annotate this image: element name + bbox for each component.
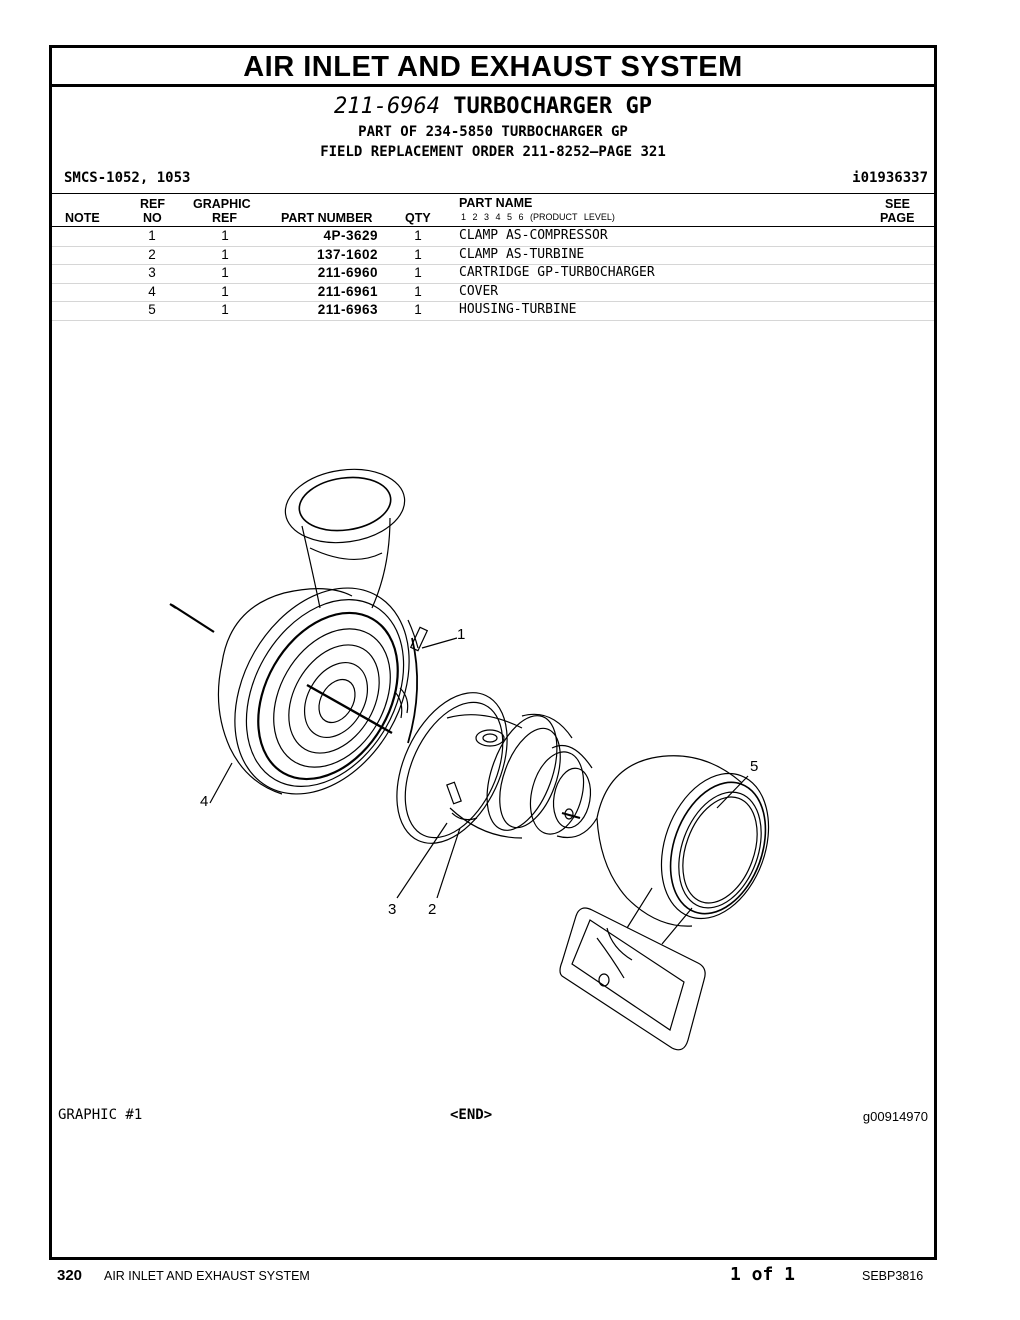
callout-4: 4 xyxy=(200,793,209,810)
col-qty-header: QTY xyxy=(405,211,431,225)
callout-2: 2 xyxy=(428,901,437,918)
col-ref-header-bottom: NO xyxy=(143,211,162,225)
turbocharger-exploded-drawing xyxy=(52,318,934,1098)
ref-no: 1 xyxy=(148,228,156,243)
callout-1: 1 xyxy=(457,626,466,643)
part-name: CLAMP AS-COMPRESSOR xyxy=(459,228,608,243)
col-graphic-header-bottom: REF xyxy=(212,211,237,225)
leader-line-1 xyxy=(422,638,457,648)
table-row xyxy=(52,283,934,303)
col-see-header-top: SEE xyxy=(885,197,911,211)
document-id: SEBP3816 xyxy=(862,1269,924,1283)
leader-line xyxy=(307,685,392,733)
quantity: 1 xyxy=(414,283,422,299)
ref-no: 3 xyxy=(148,265,156,280)
table-row xyxy=(52,264,934,284)
graphic-ref: 1 xyxy=(221,283,229,299)
page-frame xyxy=(49,45,937,1260)
quantity: 1 xyxy=(414,265,422,280)
part-number: 211-6960 xyxy=(317,265,378,280)
section-title: AIR INLET AND EXHAUST SYSTEM xyxy=(243,51,743,83)
graphic-ref: 1 xyxy=(221,265,229,280)
footer-section: AIR INLET AND EXHAUST SYSTEM xyxy=(104,1269,310,1283)
quantity: 1 xyxy=(414,228,422,243)
callout-3: 3 xyxy=(388,901,397,918)
leader-line-5 xyxy=(717,776,748,808)
part-number: 137-1602 xyxy=(316,246,378,262)
group-number: 211-6964 xyxy=(334,94,441,119)
col-note-header: NOTE xyxy=(65,211,100,225)
info-id: i01936337 xyxy=(852,170,928,186)
table-row xyxy=(52,227,934,247)
turbine-housing xyxy=(560,756,788,1050)
part-number: 4P-3629 xyxy=(323,228,378,243)
col-see-header-bottom: PAGE xyxy=(880,211,915,225)
header-divider xyxy=(52,193,934,194)
leader-line-4 xyxy=(210,763,232,803)
title-bar xyxy=(52,48,934,87)
compressor-cover xyxy=(199,557,444,826)
page-footer xyxy=(0,1260,1020,1290)
part-name: COVER xyxy=(459,283,499,299)
group-name: TURBOCHARGER GP xyxy=(453,94,652,119)
page-of: 1 of 1 xyxy=(730,1264,796,1285)
callout-5: 5 xyxy=(750,758,759,775)
graphic-label: GRAPHIC #1 xyxy=(58,1107,143,1123)
col-graphic-header-top: GRAPHIC xyxy=(193,197,251,211)
compressor-inlet-flange xyxy=(281,462,410,608)
graphic-ref: 1 xyxy=(221,302,229,317)
graphic-id: g00914970 xyxy=(862,1109,928,1124)
part-of-line: PART OF 234-5850 TURBOCHARGER GP xyxy=(358,124,628,140)
group-heading xyxy=(52,94,934,119)
col-part-name-header: PART NAME xyxy=(459,196,533,210)
product-levels: 1 2 3 4 5 6 (PRODUCT LEVEL) xyxy=(461,212,615,222)
end-marker: <END> xyxy=(450,1107,493,1123)
col-ref-header-top: REF xyxy=(140,197,165,211)
part-name: HOUSING-TURBINE xyxy=(459,302,577,317)
ref-no: 5 xyxy=(148,302,156,317)
col-part-number-header: PART NUMBER xyxy=(281,211,373,225)
part-number: 211-6963 xyxy=(317,302,378,317)
part-number: 211-6961 xyxy=(317,283,378,299)
ref-no: 2 xyxy=(148,246,156,262)
page-number: 320 xyxy=(57,1267,83,1284)
field-replacement-line: FIELD REPLACEMENT ORDER 211-8252—PAGE 321 xyxy=(320,144,666,160)
graphic-ref: 1 xyxy=(221,228,229,243)
leader-line-2 xyxy=(437,828,460,898)
graphic-ref: 1 xyxy=(221,246,229,262)
quantity: 1 xyxy=(414,246,422,262)
part-name: CLAMP AS-TURBINE xyxy=(459,246,585,262)
ref-no: 4 xyxy=(148,283,156,299)
part-name: CARTRIDGE GP-TURBOCHARGER xyxy=(459,265,655,280)
leader-line xyxy=(172,605,214,632)
quantity: 1 xyxy=(414,302,422,317)
smcs-codes: SMCS-1052, 1053 xyxy=(64,170,191,186)
table-row xyxy=(52,246,934,266)
